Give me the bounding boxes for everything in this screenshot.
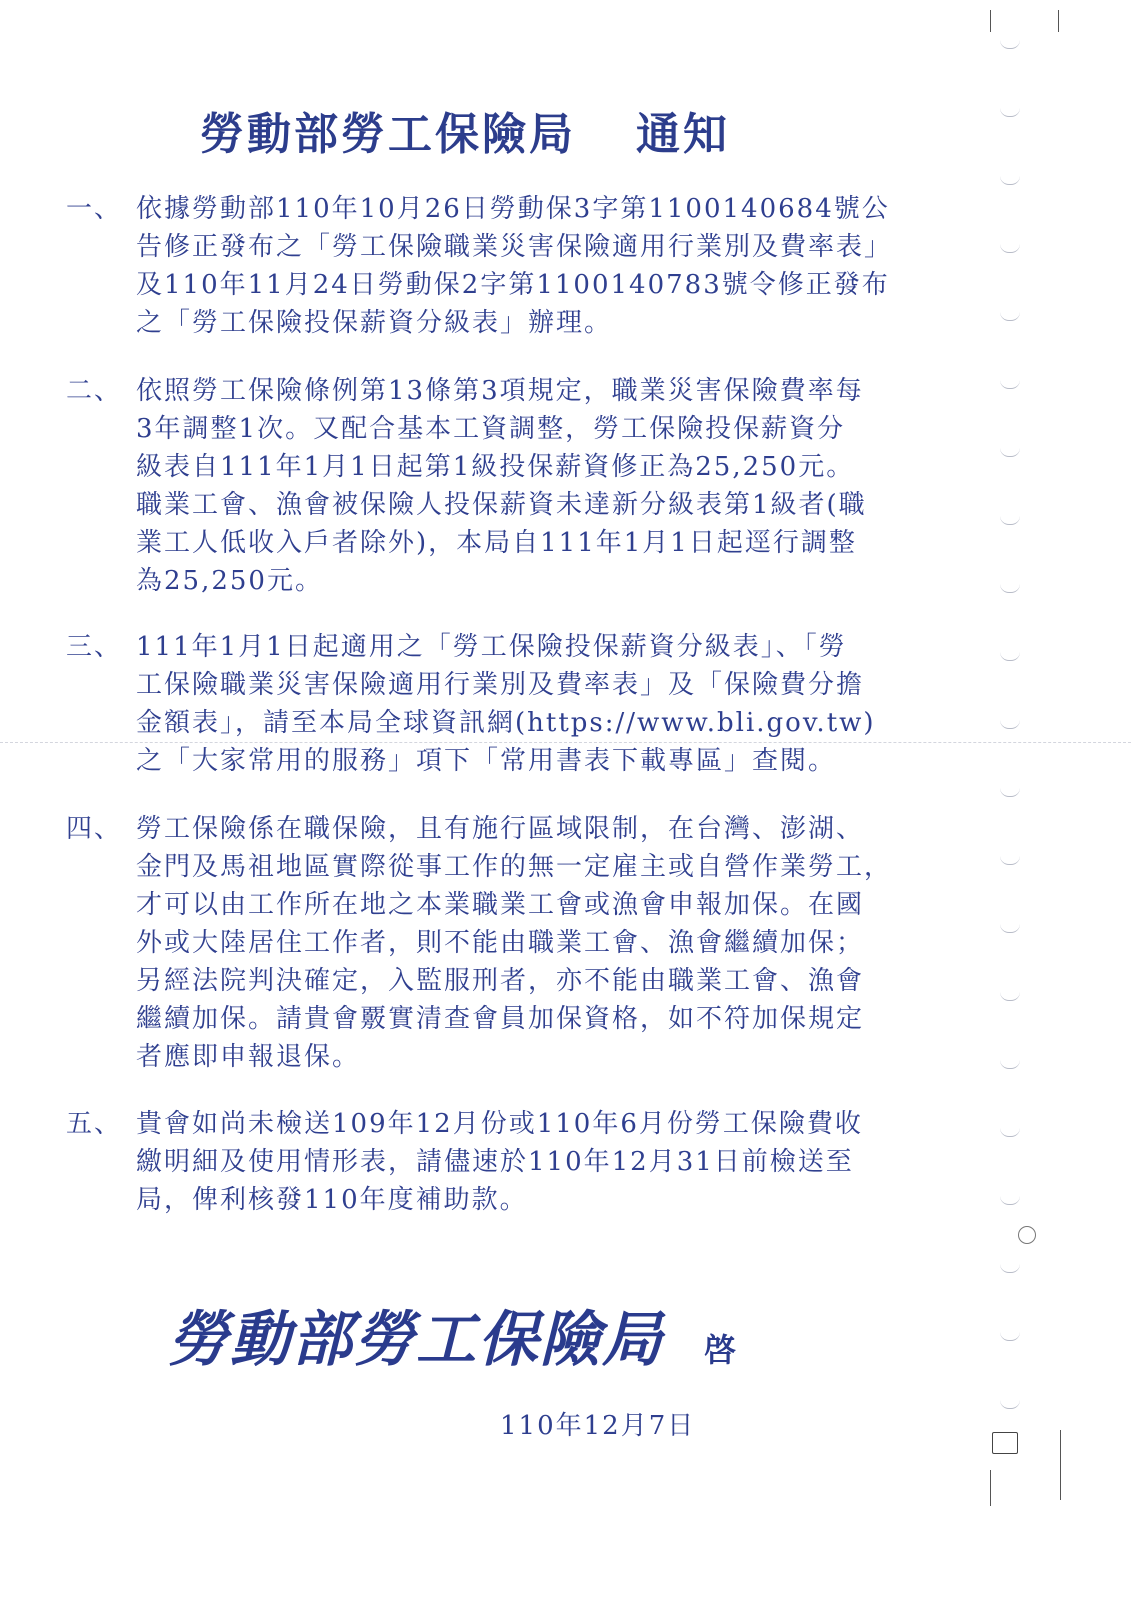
item-number: 一、 [66, 194, 123, 224]
perforation-mark [1000, 312, 1020, 321]
item-line: 為25,250元。 [136, 566, 323, 596]
perforation-mark [1000, 652, 1020, 661]
notice-item-2 [66, 372, 946, 600]
item-line: 及110年11月24日勞動保2字第1100140783號令修正發布 [136, 270, 890, 300]
perforation-mark [1000, 924, 1020, 933]
title-notice: 通知 [636, 109, 730, 160]
notice-item-1 [66, 190, 946, 342]
item-line: 告修正發布之「勞工保險職業災害保險適用行業別及費率表」 [136, 232, 893, 262]
registration-mark-icon [1018, 1226, 1036, 1244]
notice-item-5 [66, 1105, 946, 1219]
item-number: 五、 [66, 1109, 123, 1139]
item-line: 局，俾利核發110年度補助款。 [136, 1185, 528, 1215]
title-org: 勞動部勞工保險局 [200, 109, 576, 160]
closing-word: 啓 [704, 1331, 737, 1369]
signature-block [168, 1290, 818, 1380]
item-line: 另經法院判決確定，入監服刑者，亦不能由職業工會、漁會 [136, 966, 865, 996]
notice-title [200, 100, 840, 160]
item-line: 者應即申報退保。 [136, 1042, 361, 1072]
item-line: 貴會如尚未檢送109年12月份或110年6月份勞工保險費收 [136, 1109, 863, 1139]
perforation-mark [1000, 1400, 1020, 1409]
item-line: 繳明細及使用情形表，請儘速於110年12月31日前檢送至 [136, 1147, 854, 1177]
item-number: 三、 [66, 632, 123, 662]
perforation-mark [1000, 992, 1020, 1001]
perforation-strip [1000, 0, 1050, 1600]
item-line: 勞工保險係在職保險，且有施行區域限制，在台灣、澎湖、 [136, 814, 865, 844]
item-line: 繼續加保。請貴會覈實清查會員加保資格，如不符加保規定 [136, 1004, 865, 1034]
item-line: 依據勞動部110年10月26日勞動保3字第1100140684號公 [136, 194, 890, 224]
perforation-mark [1000, 720, 1020, 729]
item-line: 職業工會、漁會被保險人投保薪資未達新分級表第1級者(職 [136, 490, 867, 520]
item-number: 二、 [66, 376, 123, 406]
item-line: 金門及馬祖地區實際從事工作的無一定雇主或自營作業勞工， [136, 852, 893, 882]
perforation-mark [1000, 1128, 1020, 1137]
perforation-mark [1000, 516, 1020, 525]
notice-item-3 [66, 628, 946, 780]
item-number: 四、 [66, 814, 123, 844]
perforation-mark [1000, 1196, 1020, 1205]
item-line: 才可以由工作所在地之本業職業工會或漁會申報加保。在國 [136, 890, 865, 920]
item-line: 3年調整1次。又配合基本工資調整，勞工保險投保薪資分 [136, 414, 846, 444]
edge-mark [990, 1470, 991, 1506]
perforation-mark [1000, 40, 1020, 49]
perforation-mark [1000, 244, 1020, 253]
item-line: 之「大家常用的服務」項下「常用書表下載專區」查閱。 [136, 746, 837, 776]
signer-name: 勞動部勞工保險局 [168, 1305, 664, 1375]
perforation-mark [1000, 1060, 1020, 1069]
edge-mark [1058, 10, 1059, 32]
perforation-mark [1000, 448, 1020, 457]
item-line: 工保險職業災害保險適用行業別及費率表」及「保險費分擔 [136, 670, 865, 700]
corner-box-mark [992, 1432, 1018, 1454]
perforation-mark [1000, 856, 1020, 865]
perforation-mark [1000, 108, 1020, 117]
perforation-mark [1000, 1332, 1020, 1341]
notice-item-4 [66, 810, 946, 1076]
item-line: 之「勞工保險投保薪資分級表」辦理。 [136, 308, 613, 338]
item-line: 業工人低收入戶者除外)，本局自111年1月1日起逕行調整 [136, 528, 857, 558]
edge-mark [990, 10, 991, 32]
perforation-mark [1000, 176, 1020, 185]
item-line: 級表自111年1月1日起第1級投保薪資修正為25,250元。 [136, 452, 855, 482]
perforation-mark [1000, 584, 1020, 593]
item-line: 依照勞工保險條例第13條第3項規定，職業災害保險費率每 [136, 376, 864, 406]
item-line: 金額表」，請至本局全球資訊網(https://www.bli.gov.tw) [136, 708, 876, 738]
perforation-mark [1000, 788, 1020, 797]
item-line: 111年1月1日起適用之「勞工保險投保薪資分級表」、「勞 [136, 632, 847, 662]
issue-date: 110年12月7日 [500, 1411, 696, 1441]
perforation-mark [1000, 1264, 1020, 1273]
perforation-mark [1000, 380, 1020, 389]
item-line: 外或大陸居住工作者，則不能由職業工會、漁會繼續加保； [136, 928, 865, 958]
edge-mark [1060, 1430, 1061, 1500]
